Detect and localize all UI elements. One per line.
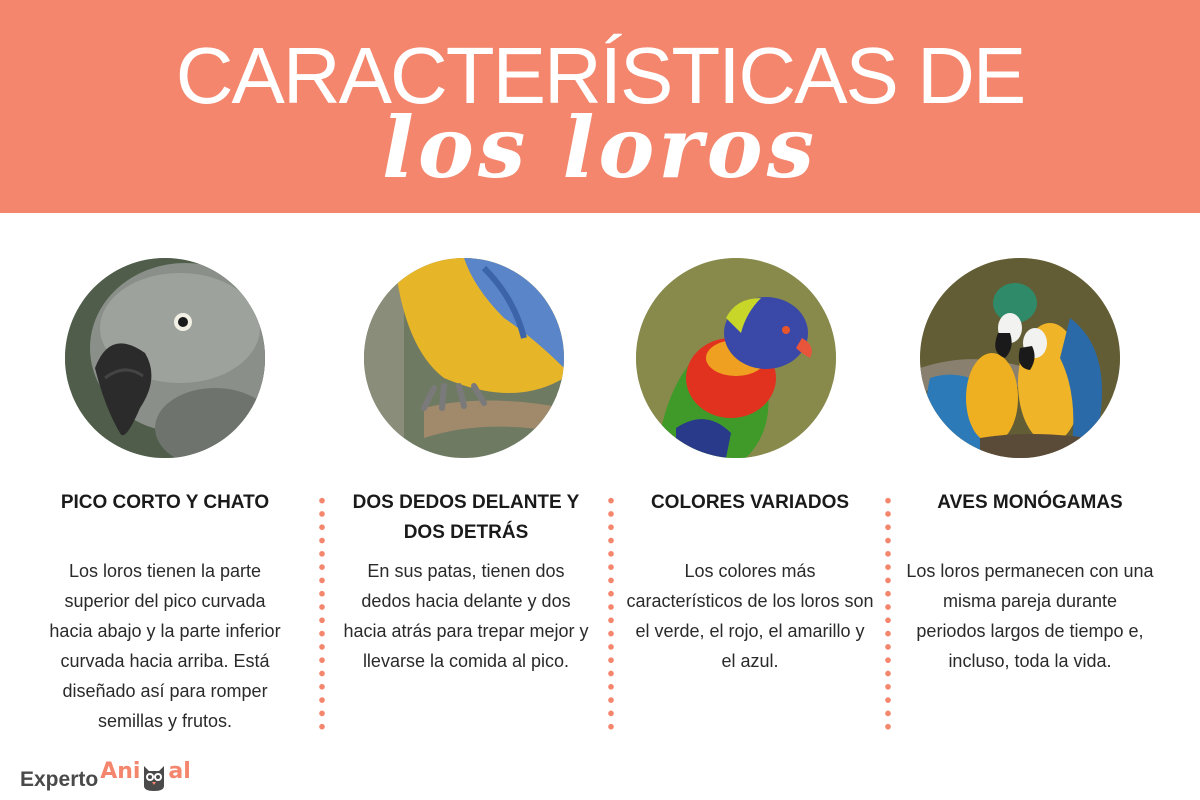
feature-heading: PICO CORTO Y CHATO bbox=[60, 492, 270, 513]
dotted-divider bbox=[608, 494, 614, 734]
dotted-divider bbox=[885, 494, 891, 734]
feature-heading: COLORES VARIADOS bbox=[650, 492, 850, 513]
feature-column-colors bbox=[620, 258, 880, 676]
logo-text-ani: Ani bbox=[100, 759, 141, 784]
logo-text-experto: Experto bbox=[20, 768, 99, 791]
dotted-divider bbox=[319, 494, 325, 734]
macaw-feet-photo bbox=[364, 258, 564, 458]
expertoanimal-logo bbox=[20, 752, 191, 792]
rainbow-lorikeet-photo bbox=[636, 258, 836, 458]
feature-heading: AVES MONÓGAMAS bbox=[937, 492, 1123, 513]
feature-text: Los colores más característicos de los loros son el verde, el rojo, el amarillo y el azul. bbox=[626, 561, 874, 671]
feature-text: En sus patas, tienen dos dedos hacia delante y dos hacia atrás para trepar mejor y llevarse la comida al pico. bbox=[343, 561, 589, 671]
feature-column-monogamy bbox=[900, 258, 1160, 676]
feature-column-toes bbox=[336, 258, 596, 676]
header-banner bbox=[0, 0, 1200, 213]
owl-icon bbox=[141, 762, 167, 792]
feature-text: Los loros permanecen con una misma pareja durante periodos largos de tiempo e, incluso, toda la vida. bbox=[906, 561, 1154, 671]
feature-column-beak bbox=[35, 258, 295, 736]
macaw-pair-photo bbox=[920, 258, 1120, 458]
page-subtitle-script: los loros bbox=[382, 98, 818, 197]
feature-text: Los loros tienen la parte superior del pico curvada hacia abajo y la parte inferior curvada hacia arriba. Está diseñado así para romper semillas y frutos. bbox=[49, 561, 281, 731]
feature-heading: DOS DEDOS DELANTE Y DOS DETRÁS bbox=[352, 492, 580, 543]
page-title: CARACTERÍSTICAS DE bbox=[175, 31, 1025, 120]
grey-parrot-photo bbox=[65, 258, 265, 458]
logo-text-al: al bbox=[168, 759, 191, 784]
